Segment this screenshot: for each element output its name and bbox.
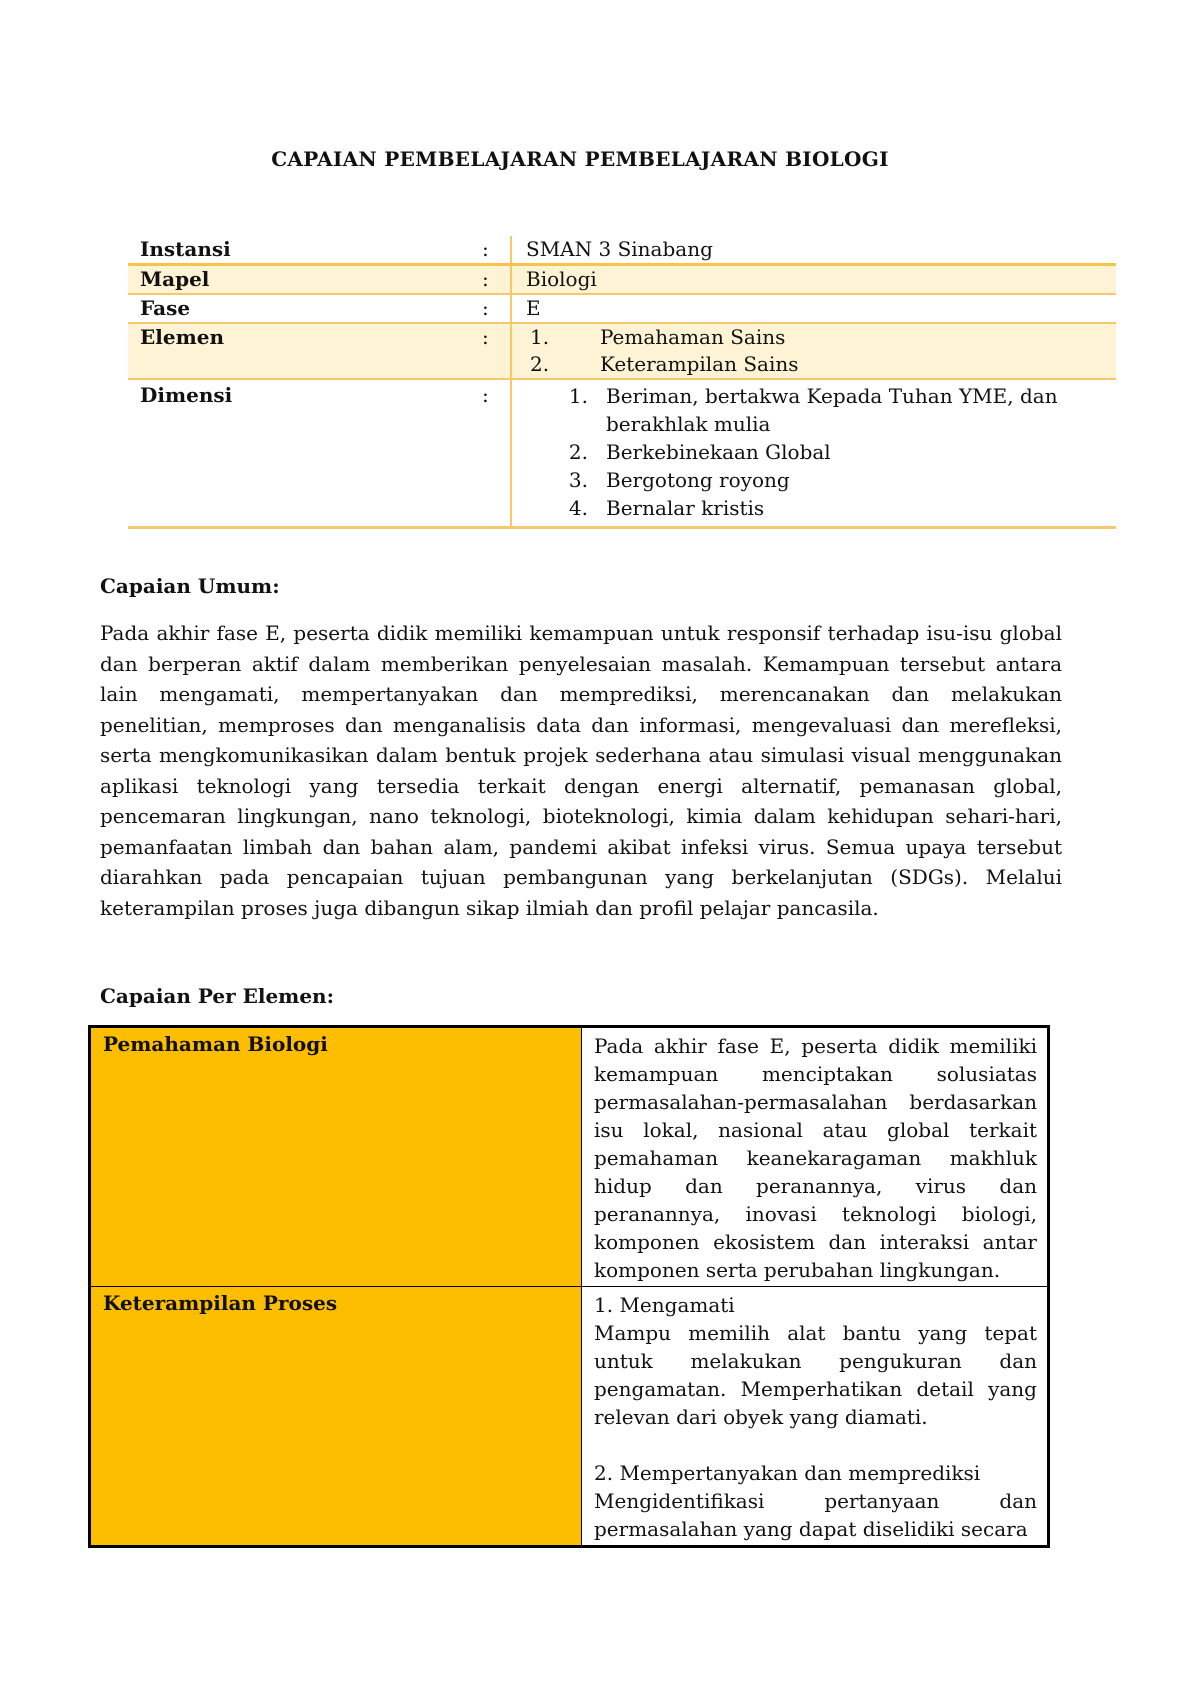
table-row [90, 1287, 1049, 1547]
info-value [511, 323, 1116, 379]
list-number: 1. [530, 325, 550, 349]
list-item [526, 382, 1116, 438]
info-colon: : [470, 236, 511, 265]
element-description [582, 1287, 1049, 1547]
info-colon: : [470, 323, 511, 379]
info-value: Biologi [511, 265, 1116, 295]
table-row [90, 1027, 1049, 1287]
info-colon: : [470, 265, 511, 295]
list-text: Beriman, bertakwa Kepada Tuhan YME, dan berakhlak mulia [606, 384, 1058, 436]
info-value [511, 379, 1116, 528]
list-text: Berkebinekaan Global [606, 440, 831, 464]
spacer [594, 1431, 1037, 1459]
info-row-dimensi [128, 379, 1116, 528]
sub-text: Mampu memilih alat bantu yang tepat untuk melakukan pengukuran dan pengamatan. Memperhatikan detail yang relevan dari obyek yang diamati. [594, 1321, 1037, 1429]
list-text: Keterampilan Sains [600, 352, 799, 376]
info-colon: : [470, 379, 511, 528]
list-text: Bergotong royong [606, 468, 790, 492]
info-label: Dimensi [140, 383, 233, 407]
info-label: Instansi [140, 237, 231, 261]
info-row-mapel [128, 265, 1116, 295]
sub-title: 1. Mengamati [594, 1293, 735, 1317]
info-colon: : [470, 294, 511, 323]
element-label: Pemahaman Biologi [90, 1027, 582, 1287]
element-label: Keterampilan Proses [90, 1287, 582, 1547]
info-label: Elemen [128, 323, 470, 379]
elemen-table [88, 1025, 1050, 1548]
info-value: SMAN 3 Sinabang [526, 237, 713, 261]
info-table [128, 236, 1116, 529]
list-item [526, 438, 1116, 466]
dimensi-list [526, 382, 1116, 522]
document-title: CAPAIAN PEMBELAJARAN PEMBELAJARAN BIOLOGI [271, 147, 889, 171]
info-label: Fase [140, 296, 191, 320]
list-item [530, 324, 1116, 351]
elemen-list [530, 324, 1116, 378]
list-number: 4. [568, 496, 588, 520]
list-number: 2. [530, 352, 550, 376]
list-text: Pemahaman Sains [600, 325, 786, 349]
info-value: E [526, 296, 541, 320]
list-item [530, 351, 1116, 378]
list-number: 3. [568, 468, 588, 492]
list-text: Bernalar kristis [606, 496, 765, 520]
capaian-elemen-heading: Capaian Per Elemen: [100, 984, 334, 1008]
capaian-umum-heading: Capaian Umum: [100, 574, 280, 598]
list-item [526, 494, 1116, 522]
element-description: Pada akhir fase E, peserta didik memiliki kemampuan menciptakan solusiatas permasalahan-permasalahan berdasarkan isu lokal, nasional atau global terkait pemahaman keanekaragaman makhluk hidup dan peranannya, virus dan peranannya, inovasi teknologi biologi, komponen ekosistem dan interaksi antar komponen serta perubahan lingkungan. [582, 1027, 1049, 1287]
info-row-fase [128, 294, 1116, 323]
list-number: 1. [568, 384, 588, 408]
info-row-instansi [128, 236, 1116, 265]
info-label: Mapel [128, 265, 470, 295]
list-item [526, 466, 1116, 494]
list-number: 2. [568, 440, 588, 464]
sub-text: Mengidentifikasi pertanyaan dan permasalahan yang dapat diselidiki secara [594, 1489, 1037, 1541]
sub-title: 2. Mempertanyakan dan memprediksi [594, 1461, 981, 1485]
capaian-umum-paragraph: Pada akhir fase E, peserta didik memiliki kemampuan untuk responsif terhadap isu-isu global dan berperan aktif dalam memberikan penyelesaian masalah. Kemampuan tersebut antara lain mengamati, mempertanyakan dan memprediksi, merencanakan dan melakukan penelitian, memproses dan menganalisis data dan informasi, mengevaluasi dan merefleksi, serta mengkomunikasikan dalam bentuk projek sederhana atau simulasi visual menggunakan aplikasi teknologi yang tersedia terkait dengan energi alternatif, pemanasan global, pencemaran lingkungan, nano teknologi, bioteknologi, kimia dalam kehidupan sehari-hari, pemanfaatan limbah dan bahan alam, pandemi akibat infeksi virus. Semua upaya tersebut diarahkan pada pencapaian tujuan pembangunan yang berkelanjutan (SDGs). Melalui keterampilan proses juga dibangun sikap ilmiah dan profil pelajar pancasila. [100, 621, 1062, 920]
info-row-elemen [128, 323, 1116, 379]
